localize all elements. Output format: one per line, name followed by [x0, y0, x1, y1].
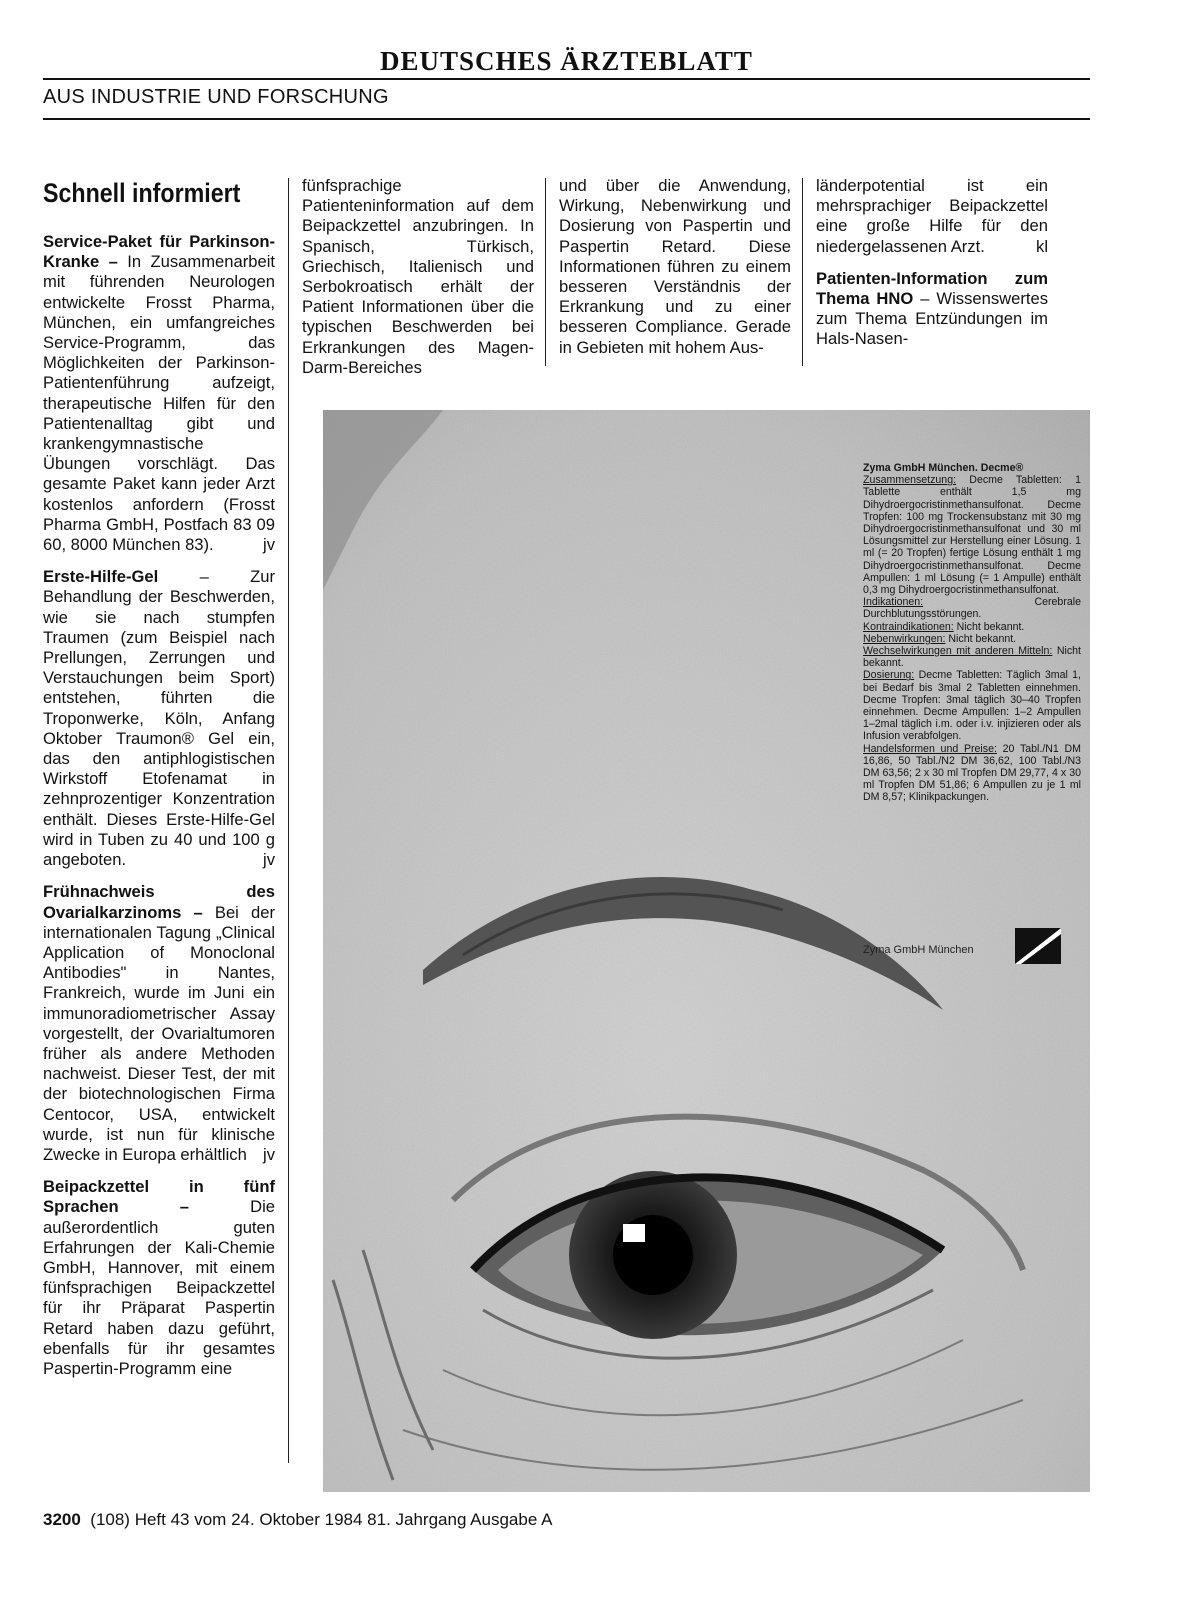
ad-company: Zyma GmbH München — [863, 944, 974, 956]
section-rule — [43, 118, 1090, 120]
article-body: Die außerordentlich guten Erfahrungen der Kali-Chemie GmbH, Hannover, mit einem fünfsprachigen Beipackzettel für ihr Präparat Paspertin Retard haben dazu geführt, ebenfalls für ihr gesamtes Paspertin-Programm eine — [43, 1197, 275, 1378]
ad-text — [863, 462, 1081, 804]
article-heading: Service-Paket für Parkinson-Kranke – — [43, 232, 275, 272]
article-body: länderpotential ist ein mehrsprachiger Beipackzettel eine große Hilfe für den niedergelassenen Arzt. kl — [816, 176, 1048, 256]
article-hno — [816, 269, 1048, 350]
article-gel — [43, 567, 275, 870]
section-title: AUS INDUSTRIE UND FORSCHUNG — [43, 86, 389, 108]
column-divider — [802, 178, 803, 366]
article-body: und über die Anwendung, Wirkung, Nebenwirkung und Dosierung von Paspertin und Paspertin Retard. Diese Informationen führen zu einem besseren Verständnis der Erkrankung und zu einer besseren Compliance. Gerade in Gebieten mit hohem Aus- — [559, 176, 791, 357]
article-body: – Zur Behandlung der Beschwerden, wie sie nach stumpfen Traumen (zum Beispiel nach Prellungen, Zerrungen und Verstauchungen beim Sport) entstehen, führten die Troponwerke, Köln, Anfang Oktober Traumon® Gel ein, das den antiphlogistischen Wirkstoff Etofenamat in zehnprozentiger Konzentration enthält. Dieses Erste-Hilfe-Gel wird in Tuben zu 40 und 100 g angeboten. — [43, 567, 275, 870]
page-footer — [43, 1510, 552, 1530]
column-3 — [559, 176, 791, 370]
author-initials: jv — [263, 850, 275, 870]
eye-highlight — [623, 1224, 645, 1242]
article-parkinson — [43, 232, 275, 555]
ad-forms-prices: Handelsformen und Preise: 20 Tabl./N1 DM 16,86, 50 Tabl./N2 DM 36,62, 100 Tabl./N3 DM 63,56; 2 x 30 ml Tropfen DM 29,77, 4 x 30 ml Tropfen DM 51,86; 6 Ampullen zu je 1 ml DM 8,57; Klinikpackungen. — [863, 742, 1081, 804]
author-initials: jv — [263, 1144, 275, 1164]
article-body: – Wissenswertes zum Thema Entzündungen im Hals-Nasen- — [816, 289, 1048, 349]
column-divider — [545, 178, 546, 366]
article-heading: Patienten-Information zum Thema HNO — [816, 268, 1048, 309]
column-2 — [302, 176, 534, 390]
page-number: 3200 — [43, 1510, 81, 1529]
ad-side-effects: Nebenwirkungen: Nicht bekannt. — [863, 632, 1017, 645]
article-heading: Frühnachweis des Ovarialkarzinoms – — [43, 882, 275, 922]
issue-info: (108) Heft 43 vom 24. Oktober 1984 81. Jahrgang Ausgabe A — [90, 1510, 553, 1529]
masthead-rule — [43, 78, 1090, 80]
column-4 — [816, 176, 1048, 362]
article-ovarial — [43, 882, 275, 1165]
ad-composition: Zusammensetzung: Decme Tabletten: 1 Tablette enthält 1,5 mg Dihydroergocristinmethansulfonat. Decme Tropfen: 100 mg Trockensubstanz mit 30 mg Dihydroergocristinmethansulfonat und 30 ml Lösungsmittel zur Herstellung einer Lösung. 1 ml (= 20 Tropfen) fertige Lösung enthält 1 mg Dihydroergocristinmethansulfonat. Decme Ampullen: 1 ml Lösung (= 1 Ampulle) enthält 0,3 mg Dihydroergocristinmethansulfonat. — [863, 474, 1081, 597]
article-body: In Zusammenarbeit mit führenden Neurologen entwickelte Frosst Pharma, München, ein umfangreiches Service-Programm, das Möglichkeiten der Parkinson-Patientenführung aufzeigt, therapeutische Hilfen für den Patientenalltag gibt und krankengymnastische Übungen vorschlägt. Das gesamte Paket kann jeder Arzt kostenlos anfordern (Frosst Pharma GmbH, Postfach 83 09 60, 8000 München 83). — [43, 252, 276, 555]
ad-contraindications: Kontraindikationen: Nicht bekannt. — [863, 620, 1025, 633]
article-beipackzettel — [43, 1177, 275, 1379]
headline: Schnell informiert — [43, 178, 241, 208]
article-heading: Beipackzettel in fünf Sprachen – — [43, 1177, 275, 1217]
author-initials: jv — [263, 535, 275, 555]
article-body: Bei der internationalen Tagung „Clinical Application of Monoclonal Antibodies" in Nantes, Frankreich, wurde im Juni ein immunoradiometrischer Assay vorgestellt, der Ovarialtumoren früher als andere Methoden nachweist. Dieser Test, der mit der biotechnologischen Firma Centocor, USA, entwickelt wurde, ist nun für klinische Zwecke in Europa erhältlich — [43, 902, 275, 1164]
article-heading: Erste-Hilfe-Gel — [43, 567, 159, 587]
ad-title: Zyma GmbH München. Decme® — [863, 462, 1024, 474]
ad-interactions: Wechselwirkungen mit anderen Mitteln: Nicht bekannt. — [863, 645, 1081, 670]
article-body: fünfsprachige Patienteninformation auf dem Beipackzettel anzubringen. In Spanisch, Türkisch, Griechisch, Italienisch und Serbokroatisch erhält der Patient Informationen über die typischen Beschwerden bei Erkrankungen des Magen-Darm-Bereiches — [302, 176, 534, 377]
zyma-logo-icon — [1015, 928, 1061, 964]
column-1 — [43, 232, 275, 1391]
advertisement — [323, 410, 1090, 1492]
ad-dosage: Dosierung: Decme Tabletten: Täglich 3mal 1, bei Bedarf bis 3mal 2 Tabletten einnehmen. Decme Tropfen: 3mal täglich 30–40 Tropfen einnehmen. Decme Ampullen: 1–2 Ampullen 1–2mal täglich i.m. oder i.v. injizieren oder als Infusion verabfolgen. — [863, 669, 1081, 743]
ad-indications: Indikationen: Cerebrale Durchblutungsstörungen. — [863, 596, 1081, 621]
masthead: DEUTSCHES ÄRZTEBLATT — [380, 46, 753, 76]
author-initials: kl — [1036, 236, 1048, 256]
column-divider — [288, 178, 289, 1463]
